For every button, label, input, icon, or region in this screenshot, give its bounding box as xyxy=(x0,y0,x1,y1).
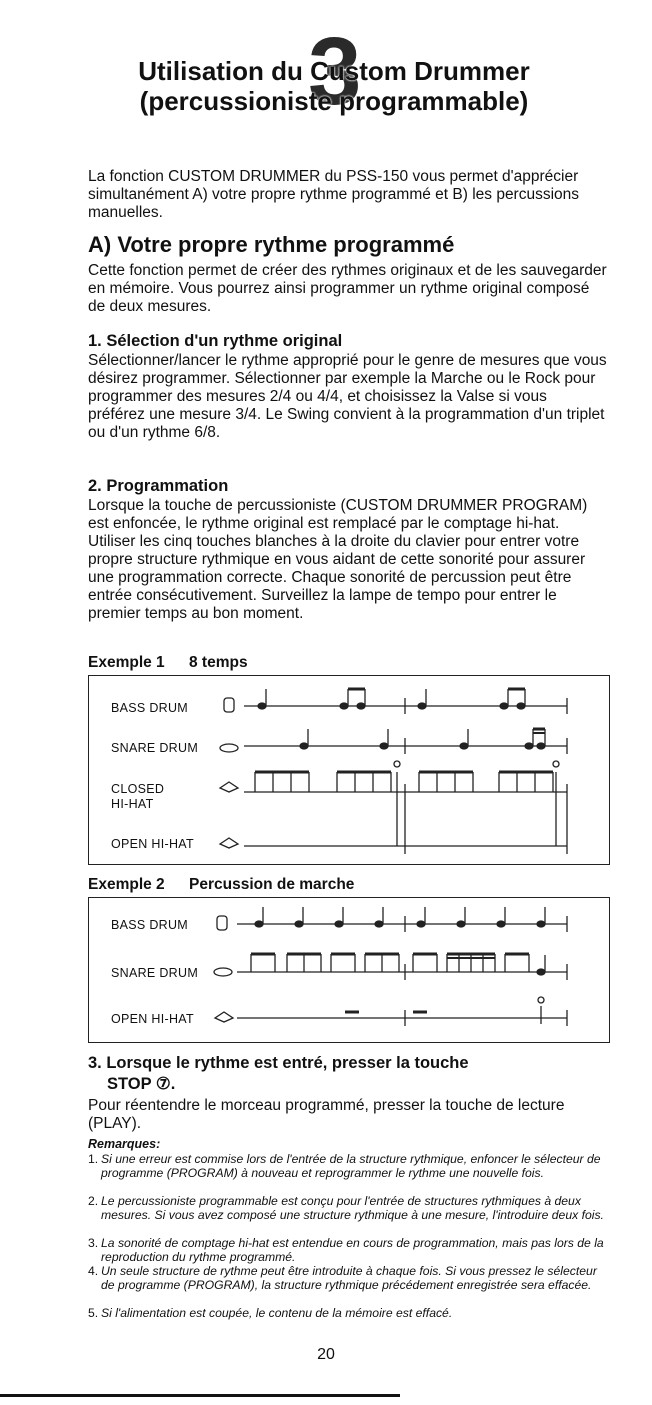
step3-heading-line2: STOP ⑦. xyxy=(107,1075,176,1093)
step3-paragraph: Pour réentendre le morceau programmé, presser la touche de lecture (PLAY). xyxy=(88,1097,565,1132)
remarks-title: Remarques: xyxy=(88,1137,161,1151)
chapter-title-line-2: (percussioniste programmable) xyxy=(139,86,529,116)
example1-row-bass: BASS DRUM xyxy=(111,701,189,715)
remark-1-text: Si une erreur est commise lors de l'entrée de la structure rythmique, enfoncer le sélecteur de programme (PROGRAM) à nouveau et reprogrammer le rythme une nouvelle fois. xyxy=(101,1152,601,1180)
remark-3-text: La sonorité de comptage hi-hat est entendue en cours de programmation, mais pas lors de la reproduction du rythme programmé. xyxy=(101,1236,604,1264)
chapter-number: 3 xyxy=(308,18,362,125)
example1-row-closed: CLOSED xyxy=(111,782,165,796)
example2-row-open: OPEN HI-HAT xyxy=(111,1012,194,1026)
example2-subtitle: Percussion de marche xyxy=(189,876,355,893)
example2-row-snare: SNARE DRUM xyxy=(111,966,199,980)
remark-2-text: Le percussioniste programmable est conçu pour l'entrée de structures rythmiques à deux mesures. Si vous avez composé une structure rythmique à une mesure, l'introduire deux fois. xyxy=(101,1194,604,1222)
page-number: 20 xyxy=(317,1346,335,1363)
example2-score xyxy=(89,898,609,1042)
chapter-title-line-1: Utilisation du Custom Drummer xyxy=(138,56,530,86)
remark-3-number: 3. xyxy=(88,1236,99,1250)
example1-score xyxy=(89,676,609,864)
example1-number: Exemple 1 xyxy=(88,654,165,671)
remark-1-number: 1. xyxy=(88,1152,99,1166)
example1-label xyxy=(88,654,248,672)
step2-heading: 2. Programmation xyxy=(88,477,229,495)
remark-3 xyxy=(88,1236,608,1264)
step1-paragraph: Sélectionner/lancer le rythme approprié pour le genre de mesures que vous désirez programmer. Sélectionner par exemple la Marche ou le Rock pour programmer des mesures 2/4 ou 4/4, et choisissez la Valse si vous préférez une mesure 3/4. Le Swing convient à la programmation d'un triplet ou d'un rythme 6/8. xyxy=(88,352,607,441)
remark-5-text: Si l'alimentation est coupée, le contenu de la mémoire est effacé. xyxy=(101,1306,453,1320)
chapter-title-block xyxy=(0,18,652,125)
section-a-paragraph: Cette fonction permet de créer des rythmes originaux et de les sauvegarder en mémoire. Vous pourrez ainsi programmer un rythme original composé de deux mesures. xyxy=(88,262,607,315)
remark-2 xyxy=(88,1194,608,1222)
footer-rule xyxy=(0,1394,400,1397)
example2-number: Exemple 2 xyxy=(88,876,165,893)
remark-4 xyxy=(88,1264,608,1292)
remark-5-number: 5. xyxy=(88,1306,99,1320)
remark-1 xyxy=(88,1152,608,1180)
remark-5 xyxy=(88,1306,608,1320)
intro-paragraph: La fonction CUSTOM DRUMMER du PSS-150 vous permet d'apprécier simultanément A) votre propre rythme programmé et B) les percussions manuelles. xyxy=(88,168,580,221)
step3-heading-line1: 3. Lorsque le rythme est entré, presser la touche xyxy=(88,1054,469,1072)
example1-row-hihat: HI-HAT xyxy=(111,797,154,811)
step2-paragraph: Lorsque la touche de percussioniste (CUSTOM DRUMMER PROGRAM) est enfoncée, le rythme original est remplacé par le comptage hi-hat. Utiliser les cinq touches blanches à la droite du clavier pour entrer votre propre structure rythmique en vous aidant de cette sonorité pour assurer une programmation correcte. Chaque sonorité de percussion peut être entrée consécutivement. Surveillez la lampe de tempo pour entrer le premier temps au bon moment. xyxy=(88,497,588,622)
example1-subtitle: 8 temps xyxy=(189,654,248,671)
example2-row-bass: BASS DRUM xyxy=(111,918,189,932)
remark-4-text: Un seule structure de rythme peut être introduite à chaque fois. Si vous pressez le sélecteur de programme (PROGRAM), la structure rythmique précédement enregistrée sera effacée. xyxy=(101,1264,597,1292)
remark-4-number: 4. xyxy=(88,1264,99,1278)
example2-label xyxy=(88,876,354,894)
section-a-heading: A) Votre propre rythme programmé xyxy=(88,232,455,257)
example1-row-open: OPEN HI-HAT xyxy=(111,837,194,851)
example1-notation-box xyxy=(88,675,610,865)
remark-2-number: 2. xyxy=(88,1194,99,1208)
step1-heading: 1. Sélection d'un rythme original xyxy=(88,332,343,350)
example2-notation-box xyxy=(88,897,610,1043)
example1-row-snare: SNARE DRUM xyxy=(111,741,199,755)
